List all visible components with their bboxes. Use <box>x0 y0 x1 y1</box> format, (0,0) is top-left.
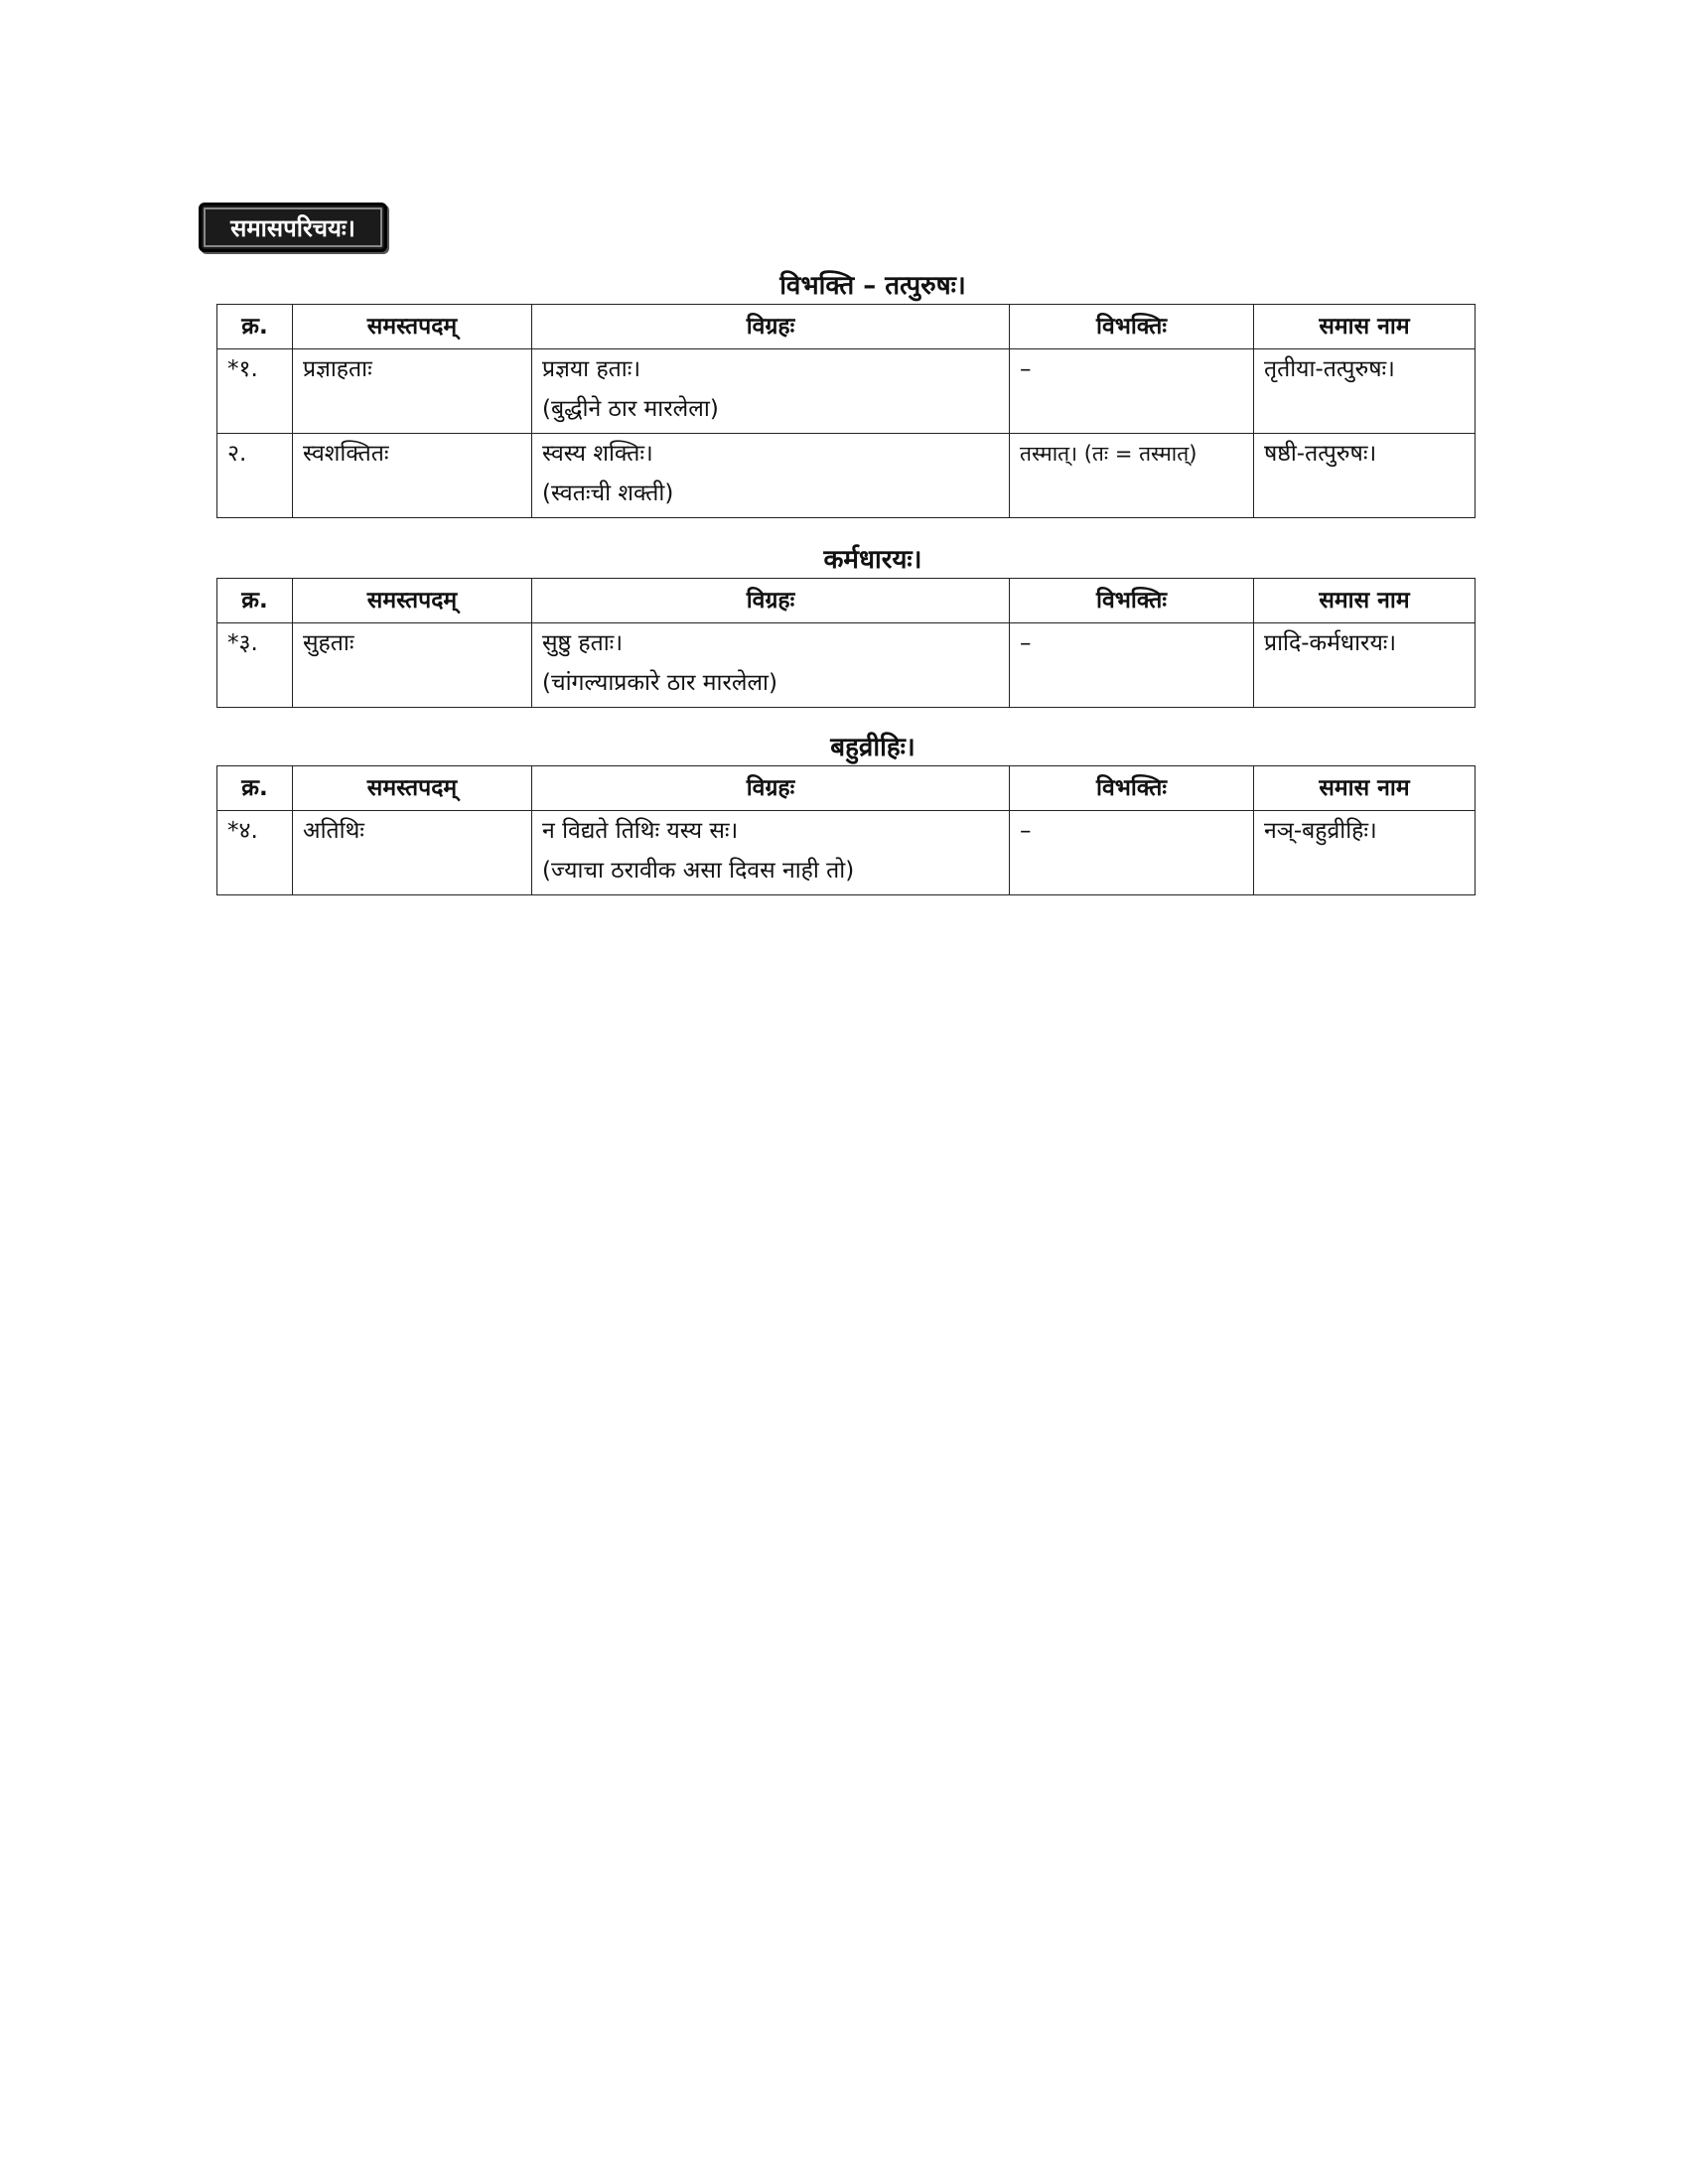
section-karmadharaya <box>216 542 1470 708</box>
header-samastapada: समस्तपदम् <box>293 305 532 349</box>
header-samasa-naam: समास नाम <box>1254 305 1476 349</box>
samasa-table <box>216 578 1476 708</box>
cell-vigraha <box>532 811 1010 895</box>
vigraha-meaning: (बुद्धीने ठार मारलेला) <box>542 396 719 422</box>
header-num: क्र. <box>217 305 293 349</box>
table-row <box>217 623 1476 708</box>
header-samastapada: समस्तपदम् <box>293 579 532 623</box>
samasa-table <box>216 304 1476 518</box>
header-vibhakti: विभक्तिः <box>1010 579 1254 623</box>
samasa-table <box>216 765 1476 895</box>
table-header-row <box>217 579 1476 623</box>
vigraha-text: सुष्ठु हताः। <box>542 630 624 656</box>
cell-vibhakti: – <box>1010 811 1254 895</box>
cell-samastapada: अतिथिः <box>293 811 532 895</box>
header-samastapada: समस्तपदम् <box>293 766 532 811</box>
cell-samasa-naam: नञ्-बहुव्रीहिः। <box>1254 811 1476 895</box>
header-vibhakti: विभक्तिः <box>1010 305 1254 349</box>
header-vibhakti: विभक्तिः <box>1010 766 1254 811</box>
section-badge: समासपरिचयः। <box>199 203 387 252</box>
vigraha-text: स्वस्य शक्तिः। <box>542 441 653 467</box>
cell-num: २. <box>217 434 293 518</box>
cell-samasa-naam: तृतीया-तत्पुरुषः। <box>1254 349 1476 434</box>
cell-num: *१. <box>217 349 293 434</box>
cell-vigraha <box>532 623 1010 708</box>
cell-vibhakti: – <box>1010 623 1254 708</box>
section-tatpurusha <box>216 268 1470 518</box>
cell-vibhakti: – <box>1010 349 1254 434</box>
header-num: क्र. <box>217 766 293 811</box>
table-header-row <box>217 766 1476 811</box>
section-title: कर्मधारयः। <box>823 545 922 575</box>
header-num: क्र. <box>217 579 293 623</box>
section-title: बहुव्रीहिः। <box>830 733 915 762</box>
vigraha-meaning: (स्वतःची शक्ती) <box>542 480 674 506</box>
table-row <box>217 349 1476 434</box>
cell-samasa-naam: षष्ठी-तत्पुरुषः। <box>1254 434 1476 518</box>
cell-samastapada: सुहताः <box>293 623 532 708</box>
vigraha-meaning: (ज्याचा ठरावीक असा दिवस नाही तो) <box>542 858 855 884</box>
table-row <box>217 434 1476 518</box>
section-title: विभक्ति – तत्पुरुषः। <box>779 271 966 301</box>
table-row <box>217 811 1476 895</box>
cell-vigraha <box>532 349 1010 434</box>
header-vigraha: विग्रहः <box>532 305 1010 349</box>
vigraha-text: न विद्यते तिथिः यस्य सः। <box>542 818 739 844</box>
vigraha-text: प्रज्ञया हताः। <box>542 356 641 382</box>
cell-vibhakti: तस्मात्। (तः = तस्मात्) <box>1010 434 1254 518</box>
section-bahuvrihi <box>216 730 1470 895</box>
cell-num: *४. <box>217 811 293 895</box>
cell-samastapada: प्रज्ञाहताः <box>293 349 532 434</box>
cell-vigraha <box>532 434 1010 518</box>
header-vigraha: विग्रहः <box>532 766 1010 811</box>
cell-samastapada: स्वशक्तितः <box>293 434 532 518</box>
cell-samasa-naam: प्रादि-कर्मधारयः। <box>1254 623 1476 708</box>
header-samasa-naam: समास नाम <box>1254 766 1476 811</box>
vigraha-meaning: (चांगल्याप्रकारे ठार मारलेला) <box>542 670 777 696</box>
table-header-row <box>217 305 1476 349</box>
header-vigraha: विग्रहः <box>532 579 1010 623</box>
cell-num: *३. <box>217 623 293 708</box>
header-samasa-naam: समास नाम <box>1254 579 1476 623</box>
